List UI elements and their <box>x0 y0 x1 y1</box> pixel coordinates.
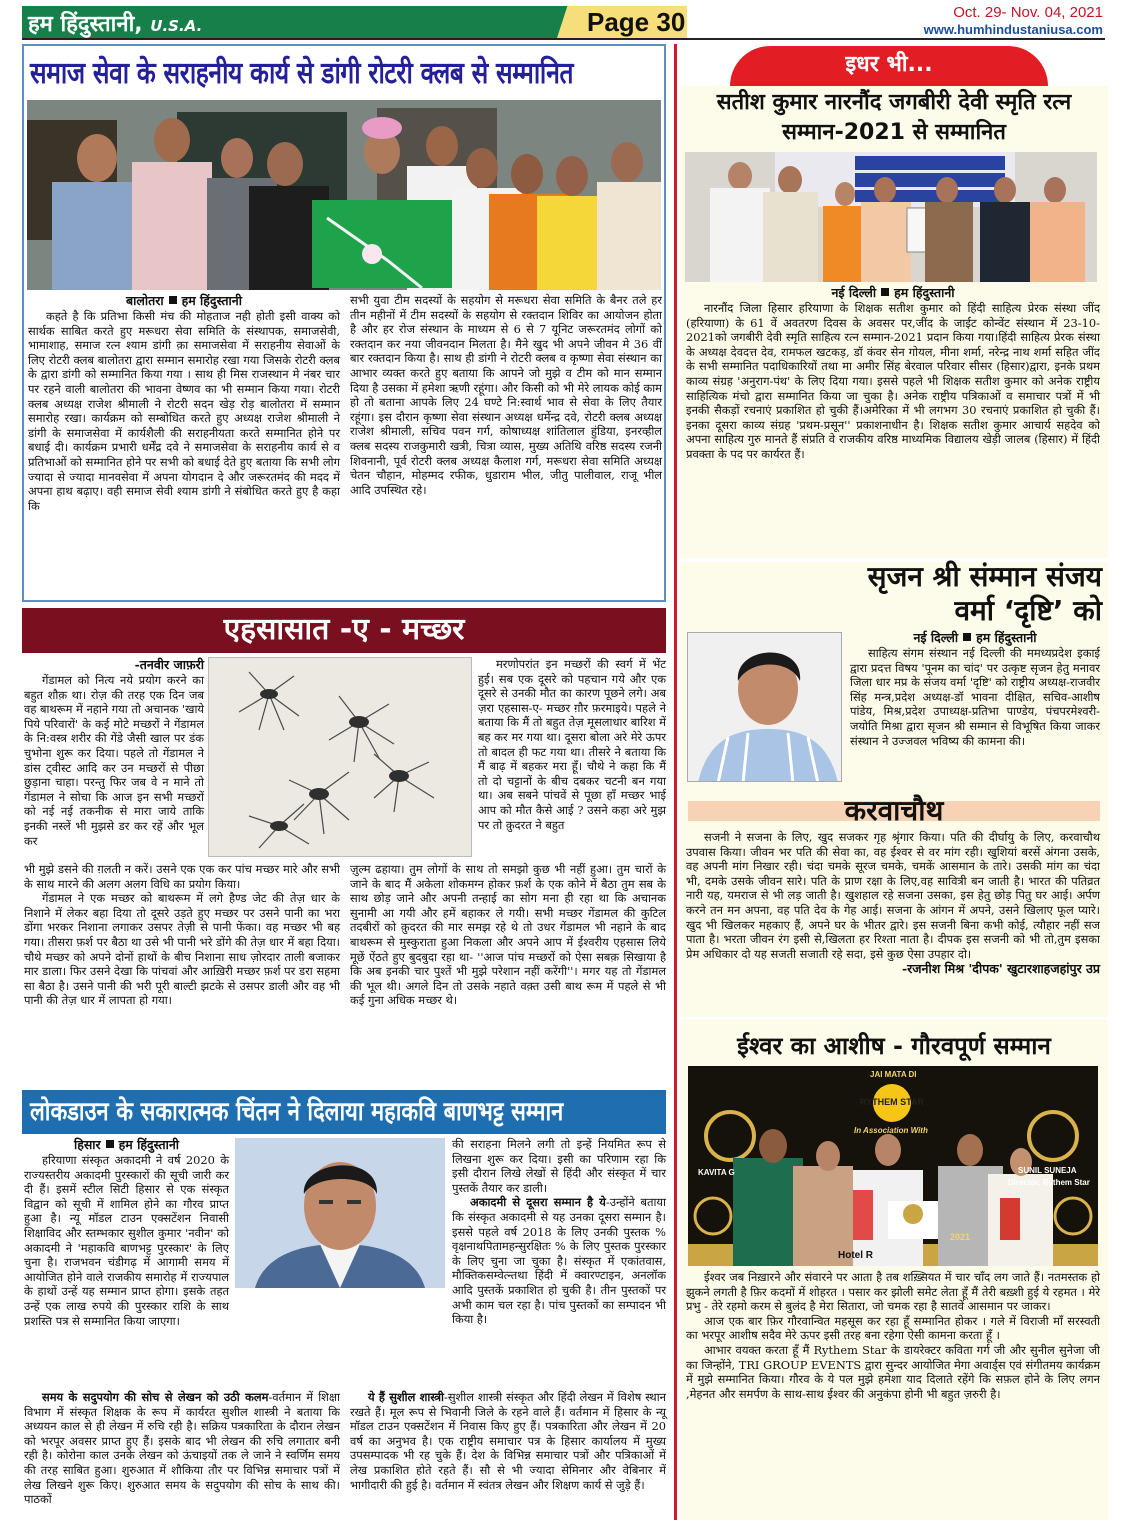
article-rotary-paragraph-1: कहते है कि प्रतिभा किसी मंच की मोहताज नही होती इसी वाक्य को सार्थक साबित करते हुए मरूधरा सेवा समिति के संस्थापक, समाजसेवी, भामाशाह, समाज रत्न श्याम डांगी क़ा समाजसेवा में सराहनीय सेवाओं के लिए रोटरी क्लब बालोतरा द्वारा सम्मान समारोह रखा गया जिसके रोटरी क्लब के द्वारा डांगी को सम्मानित किया गया । साथ ही मिस राजस्थान मे नंबर चार पर रहने वाली बालोतरा की भावना वेष्णव का भी सम्मान किया गया। रोटरी क्लब अध्यक्ष राजेश श्रीमाली ने रोटरी सदन खेड़ रोड़ बालोतरा में सम्मान समारोह रखा। कार्यक्रम को सम्बोधित करते हुए अध्यक्ष राजेश श्रीमाली ने डांगी के समाजसेवा में कार्यशैली की सराहनीयता करते सम्मानित होने पर बधाई दी। कार्यक्रम प्रभारी धर्मेंद्र दवे ने समाजसेवा के सराहनीय कार्य से व प्रतिभाओं को सम्मानित होने पर सभी को बधाई देते हुए बताया कि सभी लोग ज्यादा से ज्यादा मानवसेवा में अपना योगदान दे और जरूरतमंद की मदद में अपना हाथ बढ़ाए। वही समाज सेवी श्याम डांगी ने संबोधित करते हुए है कहा कि <box>28 309 340 513</box>
square-bullet-icon <box>106 1140 114 1148</box>
article-banabhatta-headline: लोकडाउन के सकारात्मक चिंतन ने दिलाया महाकवि बाणभट्ट सम्मान <box>30 1097 564 1127</box>
article-rotary-col1 <box>28 293 340 513</box>
photo-text-top: JAI MATA DI <box>870 1070 917 1079</box>
right-story-satish-headline: सतीश कुमार नारनौंद जगबीरी देवी स्मृति रत्न सम्मान-2021 से सम्मानित <box>716 90 1072 145</box>
right-story-award-paragraph-3: आभार वयक्त करता हूँ मैं Rythem Star के डायरेक्टर कविता गर्ग जी और सुनील सुनेजा जी का जिन्होंने, TRI GROUP EVENTS द्वारा सुन्दर आयोजित मेगा अवार्ड्स एवं संगीतमय कार्यक्रम में मुझे सम्मानित किया। गौरव के ये पल मुझे हमेशा याद दिलाते रहेंगे कि सफ़ल होने के लिए लगन ,मेहनत और समर्पण के साथ-साथ ईश्वर की अनुकंपा होनी भी बहुत ज़रुरी है। <box>686 1342 1100 1401</box>
article-banabhatta-paragraph-2: की सराहना मिलने लगी तो इन्हें नियमित रूप से लिखना शुरू कर दिया। इसी का परिणाम रहा कि इसी दौरान लिखे लेखों से हिंदी और संस्कृत में चार पुस्तकें तैयार कर डाली। <box>452 1137 666 1195</box>
photo-text-year: 2021 <box>950 1232 971 1242</box>
right-story-satish-body <box>686 285 1100 462</box>
right-story-award-paragraph-2: आज एक बार फ़िर गौरवान्वित महसूस कर रहा हूँ सम्मानित होकर । गले में विराजी माँ सरस्वती का भरपूर आशीष सदैव मेरे ऊपर इसी तरह बना रहेगा ऐसी कामना करता हूँ । <box>686 1313 1100 1343</box>
right-story-sanjay-headline-line2: वर्मा ‘दृष्टि’ को <box>954 594 1102 627</box>
photo-text-venue: Hotel R <box>838 1250 873 1261</box>
article-banabhatta-col1 <box>24 1137 229 1328</box>
photo-text-badge: RYTHEM STAR <box>860 1097 924 1107</box>
masthead <box>22 6 687 38</box>
right-story-sanjay-headline-line1: सृजन श्री संम्मान संजय <box>867 560 1102 593</box>
article-mosquito-paragraph-1: गेंडामल को नित्य नये प्रयोग करने का बहुत शौक़ था। रोज़ की तरह एक दिन जब वह बाथरूम में नहाने गया तो अचानक 'खाये पिये परिवारों' के कई मोटे मच्छरों ने गेंडामल के नि:वस्त्र शरीर की गेंडे जैसी खाल पर डंक चुभोना शुरू कर दिया। पहले तो गेंडामल ने डांस ट्वीस्ट आदि कर उन मच्छरों से पीछा छुड़ाना चाहा। परन्तु फिर जब वे न माने तो गेंडामल ने सोचा कि आज इन सभी मच्छरों को नई नई तकनीक से मारा जाये ताकि इनकी नस्लें भी मुझसे डर कर रहें और भूल कर <box>24 673 204 848</box>
article-banabhatta-subhead-1: समय के सदुपयोग की सोच से लेखन को उठी कलम <box>42 1390 269 1404</box>
photo-text-right-name: SUNIL SUNEJA <box>1018 1166 1077 1175</box>
masthead-rule <box>22 38 1105 40</box>
ceremony-illustration <box>685 152 1097 282</box>
issue-date: Oct. 29- Nov. 04, 2021 <box>953 4 1103 21</box>
newspaper-title <box>28 8 202 38</box>
right-story-sanjay-photo <box>687 632 842 782</box>
newspaper-title-suffix: U.S.A. <box>150 17 203 35</box>
photo-text-right-role: Director, Rythem Star <box>1008 1178 1090 1187</box>
article-mosquito-paragraph-3: मरणोपरांत इन मच्छरों की स्वर्ग में भेंट हुई। सब एक दूसरे को पहचान गये और एक दूसरे से उनकी मौत का कारण पूछने लगे। अब ज़रा एहसास-ए- मच्छर ग़ौर फ़रमाइये। पहले ने बताया कि मैं तो बहुत तेज़ मूसलाधार बारिश में बह कर मर गया था। दूसरा बोला अरे मेरे ऊपर तो बादल ही फट गया था। तीसरे ने बताया कि मैं बाढ़ में बहकर मरा हूँ। चौथे ने कहा कि मैं तो दो चट्टानों के बीच दबकर चटनी बन गया था। अब सबने पांचवें से पूछा हाँ मच्छर भाई आप को मौत कैसे आई ? उसने कहा अरे मुझ पर तो क़ुदरत ने बहुत <box>478 657 666 832</box>
article-mosquito-col1 <box>24 657 204 848</box>
article-banabhatta-col1-bottom <box>24 1390 340 1507</box>
article-rotary-dateline <box>28 293 340 309</box>
article-banabhatta-subhead-2: अकादमी से दूसरा सम्मान है ये <box>470 1195 606 1210</box>
dateline-source: हम हिंदुस्तानी <box>976 630 1037 645</box>
article-rotary-photo <box>27 100 661 290</box>
dateline-place: हिसार <box>73 1137 101 1152</box>
dateline-place: नई दिल्ली <box>913 630 959 645</box>
dateline-source: हम हिंदुस्तानी <box>118 1137 180 1152</box>
article-mosquito-author: -तनवीर जाफ़री <box>134 657 204 672</box>
column-divider <box>674 44 677 1520</box>
section-kicker-text: इधर भी... <box>845 52 933 77</box>
right-story-satish-dateline <box>686 285 1100 301</box>
article-mosquito-photo <box>208 657 472 857</box>
portrait-illustration <box>688 633 842 782</box>
article-mosquito-paragraph-2a: भी मुझे डसने की ग़लती न करें। उसने एक एक कर पांच मच्छर मारे और सभी के साथ मारने की अलग अलग विधि का प्रयोग किया। <box>24 862 340 891</box>
photo-text-assoc: In Association With <box>854 1126 928 1135</box>
article-banabhatta-col3 <box>452 1137 666 1327</box>
article-mosquito-col3 <box>478 657 666 832</box>
article-banabhatta-col3-bottom <box>350 1390 666 1492</box>
right-story-satish-paragraph: नारनौंद जिला हिसार हरियाणा के शिक्षक सतीश कुमार को हिंदी साहित्य प्रेरक संस्था जींद (हरियाणा) के 61 वें अवतरण दिवस के अवसर पर,जींद के जाईट कोन्वेंट संस्थान में 23-10-2021को जगबीरी देवी स्मृति साहित्य रत्न सम्मान-2021 प्रदान किया गया।हिंदी साहित्य प्रेरक संस्था के अध्यक्ष देवदत्त देव, रामफल खटकड़, डॉ कंवर सेन गोयल, मीना शर्मा, नरेन्द्र नाथ शर्मा सहित जींद के सभी सम्मानित पदाधिकारियों तथा मा अमीर सिंह बेरवाल परिवार सीसर (हिसार)द्वारा, इनके प्रथम काव्य संग्रह 'अनुराग-पंथ' के लिए दिया गया। इससे पहले भी शिक्षक सतीश कुमार को अनेक राष्ट्रीय साहित्यिक मंचो द्वारा सम्मानित किया जा चुका है। अनेक राष्ट्रीय पत्रिकाओं व समाचार पत्रों में भी इनकी सैकड़ों रचनाएं प्रकाशित हो चुकी हैं।अमेरिका में भी लगभग 30 रचनाएं प्रकाशित हो चुकी हैं। इनका दूसरा काव्य संग्रह 'प्रथम-प्रसून'' प्रकाशनाधीन है। शिक्षक सतीश कुमार आचार्य सहदेव को अपना साहित्य गुरु मानते हैं संप्रति वे राजकीय वरिष्ठ माध्यमिक विद्यालय खेड़ी जालब (हिसार) में हिंदी प्रवक्ता के पद पर कार्यरत हैं। <box>686 301 1100 461</box>
article-banabhatta-paragraph-1: हरियाणा संस्कृत अकादमी ने वर्ष 2020 के राज्यस्तरीय अकादमी पुरस्कारों की सूची जारी कर दी हैं। इसमें स्टील सिटी हिसार से एक संस्कृत विद्वान को सूची में शामिल होने का गौरव प्राप्त हुआ है। न्यू मॉडल टाउन एक्सटेंशन निवासी शिक्षाविद और स्तम्भकार सुशील कुमार 'नवीन' को अकादमी ने 'महाकवि बाणभट्ट पुरस्कार' के लिए चुना है। राजभवन चंडीगढ़ में आगामी समय में आयोजित होने वाले राजकीय समारोह में राज्यपाल के हाथों उन्हें यह सम्मान प्राप्त होगा। इसके तहत उन्हें एक लाख रुपये की पुरस्कार राशि के साथ प्रशस्ति पत्र से सम्मानित किया जाएगा। <box>24 1153 229 1328</box>
article-banabhatta-paragraph-5: -सुशील शास्त्री संस्कृत और हिंदी लेखन में विशेष स्थान रखते हैं। मूल रूप से भिवानी जिले के रहने वाले हैं। वर्तमान में हिसार के न्यू मॉडल टाउन एक्सटेंशन में निवास किए हुए हैं। पत्रकारिता और लेखन में 20 वर्ष का अनुभव है। एक राष्ट्रीय समाचार पत्र के हिसार कार्यालय में मुख्य उपसम्पादक भी रह चुके हैं। देश के विभिन्न समाचार पत्रों और पत्रिकाओं में लेख प्रकाशित होते रहते हैं। सौ से भी ज्यादा सेमिनार और वेबिनार में भागीदारी की हुई है। वर्तमान में स्वंतत्र लेखन और शिक्षण कार्य से जुड़े हैं। <box>350 1390 666 1492</box>
dateline-place: बालोतरा <box>126 293 164 308</box>
square-bullet-icon <box>169 296 177 304</box>
square-bullet-icon <box>881 288 889 296</box>
article-mosquito-col2-bottom <box>350 862 666 1008</box>
right-story-award-headline: ईश्वर का आशीष - गौरवपूर्ण सम्मान <box>737 1032 1051 1060</box>
mosquitoes-illustration <box>209 658 472 857</box>
article-mosquito-paragraph-2b: गेंडामल ने एक मच्छर को बाथरूम में लगे हैण्ड जेट की तेज़ धार के निशाने में लेकर बहा दिया तो दूसरे उड़ते हुए मच्छर पर उसने पानी का भरा डोंगा भरकर निशाना लगाकर उसपर तेज़ी से पानी फेंका। वह मच्छर भी बह गया। तीसरा फ़र्श पर बैठा था उसे भी पानी भरे डोंगे की तेज़ धार में बहा दिया। चौथे मच्छर को अपने दोनों हाथों के बीच निशाना साध ज़ोरदार ताली बजाकर मार डाला। फिर उसने देखा कि पांचवां और आख़िरी मच्छर फ़र्श पर डरा सहमा सा बैठा है। उसने पानी की भरी पूरी बाल्टी झटके से उसपर डाली और वह भी पानी की तेज़ धार में लापता हो गया। <box>24 891 340 1008</box>
article-banabhatta-photo <box>235 1138 445 1288</box>
right-story-satish-photo <box>685 152 1097 282</box>
page-number: Page 30 <box>587 7 686 37</box>
website-link[interactable]: www.humhindustaniusa.com <box>923 22 1103 37</box>
right-poem-signature: -रजनीश मिश्र 'दीपक' खुटारशाहजहांपुर उप्र <box>901 961 1100 977</box>
right-story-sanjay-dateline <box>850 630 1100 646</box>
dateline-source: हम हिंदुस्तानी <box>181 293 242 308</box>
right-story-award-body <box>686 1270 1100 1401</box>
right-story-award-paragraph-1: ईश्वर जब निख़ारने और संवारने पर आता है तब शख़्सियत में चार चाँद लग जाते हैं। नतमस्तक हो झुकने लगती है फ़िर कदमों में शोहरत । पसार कर झोली समेट लेता हूँ मैं तेरी बख़्शी हुई ये रहमत । मेरे प्रभु - तेरे रहमो करम से बुलंद है मेरा सितारा, जो चमक रहा है सातवें आसमान पर जाकर। <box>686 1270 1100 1314</box>
article-rotary-headline: समाज सेवा के सराहनीय कार्य से डांगी रोटरी क्लब से सम्मानित <box>30 56 574 91</box>
right-poem-paragraph: सजनी ने सजना के लिए, खुद सजकर गृह श्रृंगार किया। पति की दीर्घायु के लिए, करवाचौथ उपवास किया। जीवन भर पति की सेवा का, वह ईश्वर से वर मांग रही। खुशियां बरसें अंगना उसके, वह अपनी मांग निखार रही। चंदा चमके सूरज चमके, चमकें आसमान के तारे। उसकी मांग का चंदा भी, दमके उसके जीवन सारे। पति के प्राण रक्षा के लिए,वह सावित्री बन जाती है। भारत की पतिव्रत नारी यह, यमराज से भी लड़ जाती है। खुशहाल रहे सजना उसका, इस हेतु छोड़ पितु घर आई। अर्पण करने तन मन अपना, वह पति देव के गेह आई। सजना के आंगन में अपने, उसने खिलाए फूल प्यारे। खुद भी खिलकर महकाए हैं, अपने घर के भीतर द्वारे। इस सजनी बिना कभी कोई, त्यौहार नहीं सज पाता है। भरता जीवन रंग इसी से,खिलता हर रिश्ता नाता है। दीपक इस सजनी को भी तो,तुम इसका प्रेम अधिकार दो यह सजती सजाती रहे सदा, इसे कुछ ऐसा उपहार दो। <box>686 830 1100 961</box>
article-rotary-paragraph-2: सभी युवा टीम सदस्यों के सहयोग से मरूधरा सेवा समिति के बैनर तले हर तीन महीनों में टीम सदस्यों के सहयोग से रक्तदान शिविर का आयोजन होता है और हर रोज संस्थान के माध्यम से 6 से 7 यूनिट जरूरतमंद लोगों को रक्तदान कर नया जीवनदान मिलता है। मैने खुद भी अपने जीवन मे 36 वीं बार रक्तदान किया है। साथ ही डांगी ने रोटरी क्लब व कृष्णा सेवा संस्थान का आभार व्यक्त करते हुए बताया कि आपने जो मुझे व टीम को मान सम्मान दिया है उसका में हमेशा ऋणी रहूंगा। और किसी को भी मेरे लायक कोई काम हो तो बताना आपके लिए 24 घण्टे नि:स्वार्थ भाव से सेवा के लिए तैयार रहूंगा। इस दौरान कृष्णा सेवा संस्थान अध्यक्ष धर्मेन्द्र दवे, रोटरी क्लब अध्यक्ष राजेश श्रीमाली, सचिव पवन गर्ग, कोषाध्यक्ष शांतिलाल हुंडिया, इनरव्हील क्लब सदस्य राजकुमारी खत्री, चित्रा व्यास, मुख्य अतिथि वरिष्ठ सदस्य रजनी शिवनानी, पूर्व रोटरी क्लब अध्यक्ष कैलाश गर्ग, मरूधरा सेवा समिति अध्यक्ष चेतन चौहान, मोहम्मद रफीक, धुडाराम भील, जीतु पालीवाल, राजू भील आदि उपस्थित रहे। <box>350 293 662 497</box>
portrait-illustration <box>235 1138 445 1288</box>
newspaper-title-text: हम हिंदुस्तानी, <box>28 12 143 37</box>
article-banabhatta-dateline <box>24 1137 229 1153</box>
dateline-place: नई दिल्ली <box>831 285 877 300</box>
article-mosquito-col1-bottom <box>24 862 340 1008</box>
right-story-award-photo <box>688 1066 1098 1266</box>
article-rotary-col2 <box>350 293 662 497</box>
right-story-sanjay-headline <box>690 560 1102 628</box>
article-banabhatta-paragraph-4: -वर्तमान में शिक्षा विभाग में संस्कृत शिक्षक के रूप में कार्यरत सुशील शास्त्री ने बताया कि अध्ययन काल से ही लेखन में रुचि रही है। सक्रिय पत्रकारिता के दौरान लेखन को भरपूर अवसर प्राप्त हुए हैं। इसके बाद भी लेखन की रुचि लगातार बनी रही है। कोरोना काल उनके लेखन को ऊंचाइयों तक ले जाने ने स्वर्णिम समय की तरह साबित हुआ। शुरुआत में शौकिया तौर पर विभिन्न समाचार पत्रों में लेख लिखने शुरू किए। शुरुआत समय के सदुपयोग की सोच के साथ की। पाठकों <box>24 1390 341 1507</box>
right-poem-title: करवाचौथ <box>844 794 944 827</box>
right-poem-body <box>686 830 1100 977</box>
right-story-sanjay-paragraph: साहित्य संगम संस्थान नई दिल्ली की ममध्यप्रदेश इकाई द्वारा प्रदत्त विषय 'पूनम का चांद' पर उत्कृष्ट सृजन हेतु मनावर जिला धार मप्र के संजय वर्मा 'दृष्टि' को राष्ट्रीय अध्यक्ष-राजवीर सिंह मन्त्र,प्रदेश अध्यक्ष-डॉ भावना दीक्षित, सचिव-आशीष पांडेय, मिश्र,प्रदेश उपाध्यक्ष-प्रतिभा पाण्डेय, पंचपरमेश्वरी-जयोति मिश्रा द्वारा सृजन श्री सम्मान से विभूषित किया जाकर संस्थान ने उज्जवल भविष्य की कामना की। <box>850 646 1100 748</box>
article-banabhatta-subhead-3: ये हैं सुशील शास्त्री <box>368 1390 444 1404</box>
right-story-sanjay-body <box>850 630 1100 748</box>
article-banabhatta-paragraph-3: -उन्होंने बताया कि संस्कृत अकादमी से यह उनका दूसरा सम्मान है। इससे पहले वर्ष 2018 के लिए उनकी पुस्तक % वृक्षनाथपितामहन्सुरक्षितः % के लिए पुस्तक पुरस्कार के लिए चुना जा चुका है। संस्कृत में एकांतवास, मौक्तिकसम्वेत्न्तथा हिंदी में क्वारण्टाइन, अनलॉक आदि पुस्तकें प्रकाशित हो चुकी है। तीन पुस्तकों पर अभी काम चल रहा है। पांच पुस्तकों का सम्पादन भी किया है। <box>452 1195 666 1327</box>
dateline-source: हम हिंदुस्तानी <box>894 285 955 300</box>
group-photo-illustration <box>27 100 661 290</box>
article-mosquito-headline: एहसासात -ए - मच्छर <box>223 612 465 647</box>
article-mosquito-paragraph-4: ज़ुल्म ढहाया। तुम लोगों के साथ तो समझो कुछ भी नहीं हुआ। तुम चारों के जाने के बाद मैं अकेला शोकमग्न होकर फ़र्श के एक कोने में बैठा तुम सब के साथ छोड़ जाने और अपनी तन्हाई का सोग मना ही रहा था कि अचानक सुनामी आ गयी और हमें बहाकर ले गयी। सभी मच्छर गेंडामल की कुटिल तदबीरों को क़ुदरत की मार समझ रहे थे तो उधर गेंडामल भी नहाने के बाद बाथरूम से मुस्कुराता हुआ निकला और अपने आप में ईश्वरीय एहसास लिये मूछें ऐंठते हुए बुदबुदा रहा था- ''आज पांच मच्छरों को ऐसा सबक़ सिखाया है कि अब इनकी चार पुश्तें भी मुझे परेशान नहीं करेंगी''। मगर यह तो गेंडामल की भूल थी। अगले दिन तो उसके नहाते वक़्त उसी बाथ रूम में पहले से भी कई गुना अधिक मच्छर थे। <box>350 862 666 1008</box>
square-bullet-icon <box>963 633 971 641</box>
photo-text-left-name: KAVITA G <box>698 1168 735 1177</box>
